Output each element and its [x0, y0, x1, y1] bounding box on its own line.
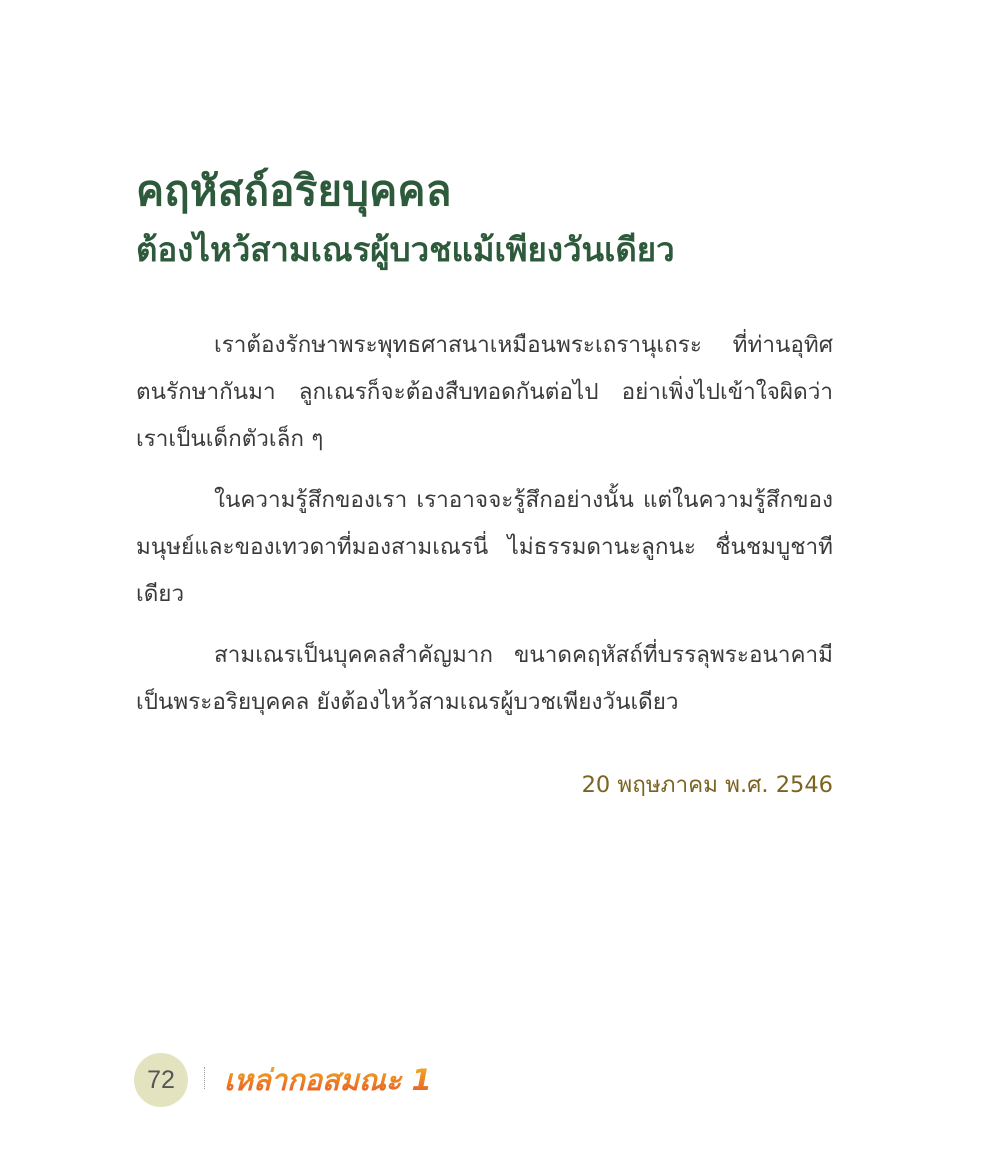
paragraph-1: เราต้องรักษาพระพุทธศาสนาเหมือนพระเถรานุเถระ ที่ท่านอุทิศตนรักษากันมา ลูกเณรก็จะต้องสืบทอดกันต่อไป อย่าเพิ่งไปเข้าใจผิดว่าเราเป็นเด็กตัวเล็ก ๆ: [136, 332, 833, 452]
date-line: 20 พฤษภาคม พ.ศ. 2546: [581, 772, 833, 798]
body-text: [136, 322, 833, 740]
page-number-badge: [134, 1053, 188, 1107]
paragraph-3: สามเณรเป็นบุคคลสำคัญมาก ขนาดคฤหัสถ์ที่บรรลุพระอนาคามีเป็นพระอริยบุคคล ยังต้องไหว้สามเณรผู้บวชเพียงวันเดียว: [136, 642, 833, 715]
page-footer: [134, 1053, 454, 1107]
page-subtitle: ต้องไหว้สามเณรผู้บวชแม้เพียงวันเดียว: [136, 230, 675, 269]
footer-divider: [204, 1067, 205, 1089]
book-title: เหล่ากอสมณะ 1: [224, 1063, 432, 1097]
paragraph-2: ในความรู้สึกของเรา เราอาจจะรู้สึกอย่างนั้น แต่ในความรู้สึกของมนุษย์และของเทวดาที่มองสามเณรนี่ ไม่ธรรมดานะลูกนะ ชื่นชมบูชาทีเดียว: [136, 487, 833, 607]
book-title-logo: [222, 1059, 444, 1099]
page-number: 72: [147, 1065, 175, 1094]
page-title: คฤหัสถ์อริยบุคคล: [136, 166, 452, 215]
